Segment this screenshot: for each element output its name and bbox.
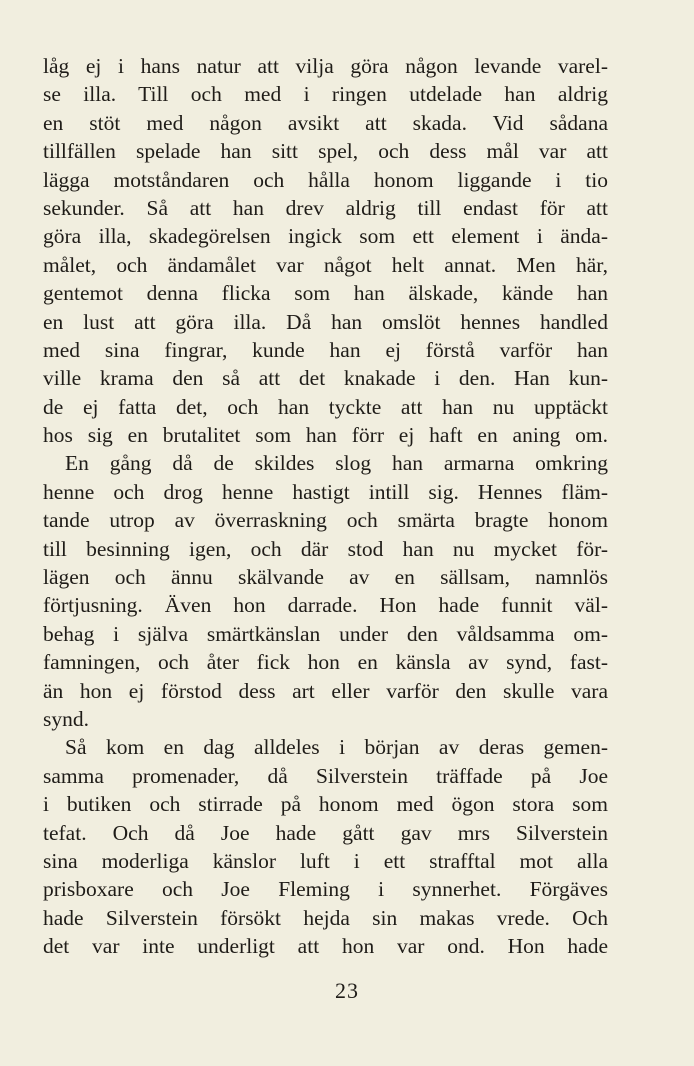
text-line: de ej fatta det, och han tyckte att han nu upptäckt — [43, 394, 608, 419]
text-line: med sina fingrar, kunde han ej förstå varför han — [43, 337, 608, 362]
text-line: henne och drog henne hastigt intill sig. Hennes fläm- — [43, 479, 608, 504]
text-line: En gång då de skildes slog han armarna omkring — [65, 451, 608, 476]
text-line: låg ej i hans natur att vilja göra någon levande varel- — [43, 54, 608, 78]
text-line: lägen och ännu skälvande av en sällsam, namnlös — [43, 565, 608, 590]
text-line: hos sig en brutalitet som han förr ej haft en aning om. — [43, 423, 608, 448]
text-line: sina moderliga känslor luft i ett strafftal mot alla — [43, 848, 608, 873]
text-line: samma promenader, då Silverstein träffade på Joe — [43, 763, 608, 788]
text-line: en lust att göra illa. Då han omslöt hennes handled — [43, 309, 608, 334]
text-line: se illa. Till och med i ringen utdelade han aldrig — [43, 82, 608, 107]
text-line: göra illa, skadegörelsen ingick som ett element i ända- — [43, 224, 608, 249]
text-line: prisboxare och Joe Fleming i synnerhet. Förgäves — [43, 877, 608, 902]
paragraph-3 — [43, 733, 608, 960]
text-line: famningen, och åter fick hon en känsla av synd, fast- — [43, 650, 608, 675]
text-line: förtjusning. Även hon darrade. Hon hade funnit väl- — [43, 593, 608, 618]
text-line: gentemot denna flicka som han älskade, kände han — [43, 281, 608, 306]
text-line: än hon ej förstod dess art eller varför den skulle vara — [43, 678, 608, 703]
text-line: ville krama den så att det knakade i den. Han kun- — [43, 366, 608, 391]
text-line: sekunder. Så att han drev aldrig till endast för att — [43, 195, 608, 220]
text-line: hade Silverstein försökt hejda sin makas vrede. Och — [43, 905, 608, 930]
body-text — [43, 52, 608, 961]
paragraph-2 — [43, 449, 608, 733]
text-line: i butiken och stirrade på honom med ögon stora som — [43, 792, 608, 817]
text-line: tillfällen spelade han sitt spel, och dess mål var att — [43, 139, 608, 164]
text-line: behag i själva smärtkänslan under den våldsamma om- — [43, 621, 608, 646]
text-line: Så kom en dag alldeles i början av deras gemen- — [65, 735, 608, 760]
text-line: lägga motståndaren och hålla honom liggande i tio — [43, 167, 608, 192]
page-number: 23 — [335, 978, 359, 1003]
text-line: tefat. Och då Joe hade gått gav mrs Silverstein — [43, 820, 608, 845]
text-line: till besinning igen, och där stod han nu mycket för- — [43, 536, 608, 561]
text-line: en stöt med någon avsikt att skada. Vid sådana — [43, 110, 608, 135]
text-line: tande utrop av överraskning och smärta bragte honom — [43, 508, 608, 533]
text-line: det var inte underligt att hon var ond. Hon hade — [43, 934, 608, 959]
text-line: målet, och ändamålet var något helt annat. Men här, — [43, 252, 608, 277]
text-line: synd. — [43, 706, 89, 731]
paragraph-1 — [43, 52, 608, 449]
